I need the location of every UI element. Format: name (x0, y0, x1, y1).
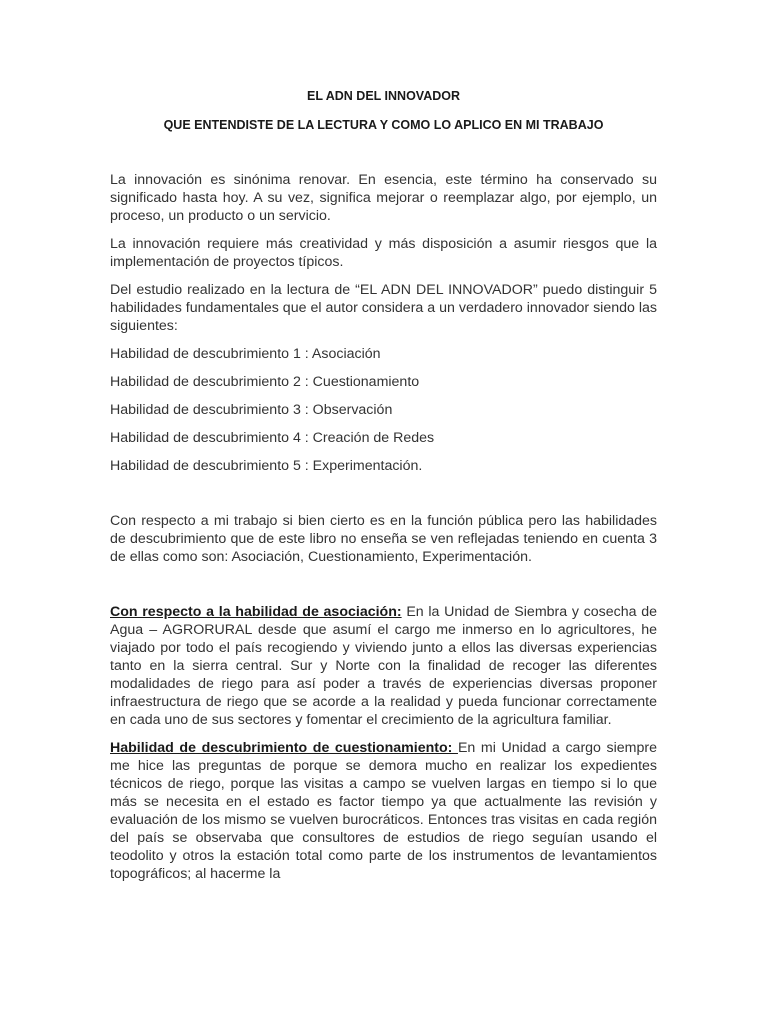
skill-item-3: Habilidad de descubrimiento 3 : Observación (110, 402, 393, 418)
skill-item-1: Habilidad de descubrimiento 1 : Asociación (110, 346, 381, 362)
association-text: En la Unidad de Siembra y cosecha de Agua – AGRORURAL desde que asumí el cargo me inmerso en lo agricultores, he viajado por todo el país recogiendo y viviendo junto a ellos las diversas experiencias tanto en la sierra central. Sur y Norte con la finalidad de recoger las diferentes modalidades de riego para así poder a través de experiencias diversas proponer infraestructura de riego que se acorde a la realidad y pueda funcionar correctamente en cada uno de sus sectores y fomentar el crecimiento de la agricultura familiar. (110, 604, 657, 728)
intro-paragraph-3: Del estudio realizado en la lectura de “EL ADN DEL INNOVADOR” puedo distinguir 5 habilidades fundamentales que el autor considera a un verdadero innovador siendo las siguientes: (110, 282, 657, 334)
document-subtitle: QUE ENTENDISTE DE LA LECTURA Y COMO LO APLICO EN MI TRABAJO (163, 118, 604, 132)
association-paragraph (110, 603, 657, 729)
document-page (110, 88, 657, 893)
intro-paragraph-1: La innovación es sinónima renovar. En esencia, este término ha conservado su significado hasta hoy. A su vez, significa mejorar o reemplazar algo, por ejemplo, un proceso, un producto o un servicio. (110, 172, 657, 224)
section-spacer (110, 485, 657, 512)
intro-paragraph-2: La innovación requiere más creatividad y más disposición a asumir riesgos que la implementación de proyectos típicos. (110, 236, 657, 270)
work-paragraph: Con respecto a mi trabajo si bien cierto es en la función pública pero las habilidades de descubrimiento que de este libro no enseña se ven reflejadas teniendo en cuenta 3 de ellas como son: Asociación, Cuestionamiento, Experimentación. (110, 513, 657, 565)
questioning-text: En mi Unidad a cargo siempre me hice las preguntas de porque se demora mucho en realizar los expedientes técnicos de riego, porque las visitas a campo se vuelven largas en tiempo si lo que más se necesita en el estado es factor tiempo ya que actualmente las revisión y evaluación de los mismo se vuelven burocráticos. Entonces tras visitas en cada región del país se observaba que consultores de estudios de riego seguían usando el teodolito y otros la estación total como parte de los instrumentos de levantamientos topográficos; al hacerme la (110, 740, 657, 882)
document-title: EL ADN DEL INNOVADOR (306, 89, 461, 103)
skill-item-2: Habilidad de descubrimiento 2 : Cuestionamiento (110, 374, 420, 390)
section-spacer (110, 576, 657, 603)
skill-item-5: Habilidad de descubrimiento 5 : Experimentación. (110, 458, 423, 474)
questioning-paragraph (110, 739, 657, 883)
skill-item-4: Habilidad de descubrimiento 4 : Creación de Redes (110, 430, 435, 446)
questioning-heading: Habilidad de descubrimiento de cuestionamiento: (110, 740, 458, 756)
association-heading: Con respecto a la habilidad de asociación: (110, 604, 402, 620)
